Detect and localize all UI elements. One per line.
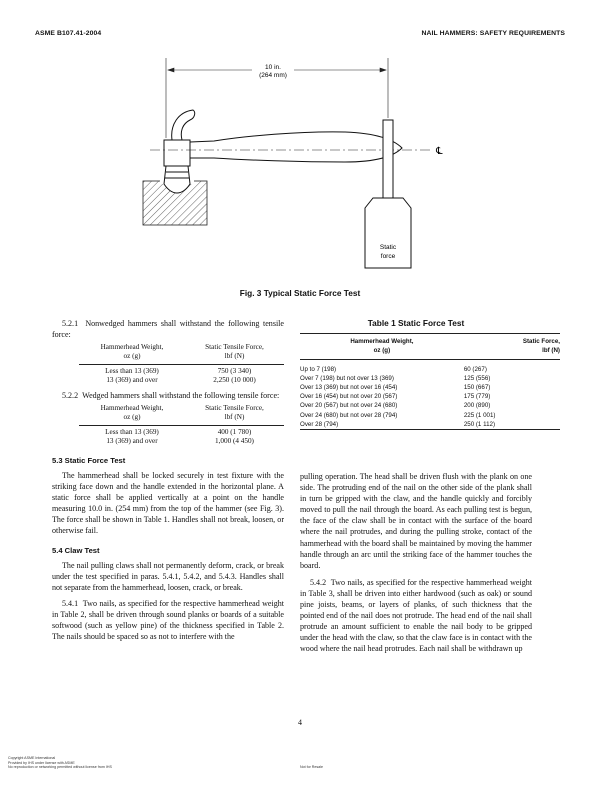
copyright-footer: Copyright ASME International Provided by IHS under license with ASME No reproduction or networking permitted without license from IHS [8,756,112,770]
hammer-handle [190,132,402,162]
dim-label-in: 10 in. [265,64,281,71]
table-cell: Less than 13 (369) [105,366,159,375]
tensile-table-wedged: Hammerhead Weight, oz (g) Static Tensile Force, lbf (N) Less than 13 (369) 400 (1 780) 13 (369) and over 1,000 (4 450) [79,404,284,446]
page-number: 4 [298,718,302,727]
centerline-symbol: ℄ [436,146,443,157]
table-cell: 60 (267) [463,365,487,373]
table-cell: Over 13 (369) but not over 16 (454) [300,383,398,391]
force-label: force [380,253,396,260]
static-label: Static [379,244,397,251]
table-cell: 13 (369) and over [106,436,158,445]
table-cell: Over 20 (567) but not over 24 (680) [300,402,398,410]
para-5-3: The hammerhead shall be locked securely in test fixture with the striking face down and the handle extended in the horizontal plane. A static force shall be applied vertically at a point on the handle measuring 10.0 in. (254 mm) from the top of the hammer (see Fig. 3). The force shall be shown in Table 1. Handles shall not break, loosen, or otherwise fail. [52,471,284,536]
table-cell: Over 7 (198) but not over 13 (369) [300,374,394,382]
table-cell: Less than 13 (369) [105,427,159,436]
table-cell: Over 16 (454) but not over 20 (567) [300,393,398,401]
not-for-resale-footer: Not for Resale [300,765,323,769]
para-5-4-2: 5.4.2 Two nails, as specified for the respective hammerhead weight in Table 3, shall be driven into either hardwood (such as oak) or sound pine joists, beams, or layers of planks, of such thickness that the pointed end of the nail does not protrude. The head end of the nail shall protrude an amount sufficient to enable the nail body to be gripped under the head with the claw, so that the claw face is in contact with the wood where the nail head protrudes. Each nail shall be withdrawn up [300,577,532,654]
table-cell: 2,250 (10 000) [213,375,256,384]
table-cell: 125 (556) [463,374,491,382]
right-column-text [300,471,532,655]
para-5-4: The nail pulling claws shall not permanently deform, crack, or break under the test specified in paras. 5.4.1, 5.4.2, and 5.4.3. Handles shall not separate from the hammerhead, loosen, crack, or break. [52,560,284,592]
running-header-left: ASME B107.41-2004 [35,30,102,37]
running-header-right: NAIL HAMMERS: SAFETY REQUIREMENTS [421,30,565,37]
figure-caption: Fig. 3 Typical Static Force Test [239,288,361,298]
table-cell: 150 (667) [463,383,491,391]
table-cell: 250 (1 112) [464,420,560,430]
para-5-4-1: 5.4.1 Two nails, as specified for the respective hammerhead weight in Table 2, shall be driven through sound planks or boards of a suitable softwood (such as yellow pine) of the thickness specified in Table 2. The nails should be spaced so as not to interfere with the [52,598,284,642]
tensile-table-nonwedged: Hammerhead Weight, oz (g) Static Tensile Force, lbf (N) Less than 13 (369) 750 (3 340) 13 (369) and over 2,250 (10 000) [79,343,284,385]
table-cell: 1,000 (4 450) [215,436,254,445]
table-cell: 200 (890) [463,402,491,410]
table-1-static-force: Hammerhead Weight, oz (g) Static Force, lbf (N) Up to 7 (198) 60 (267) Over 7 (198) but not over 13 (369) 125 (556) Over 13 (369) but not over 16 (454) 150 (667) Over 16 (454) but not over 20 (567) 175 (779) Over 20 (567) but not over 24 (680) 200 (890) Over 24 (680) but not over 28 (794) 225 (1 001) Over 28 (794) 250 (1 112) [300,333,560,430]
table-cell: 13 (369) and over [106,375,158,384]
table-cell: 225 (1 001) [463,411,496,419]
dim-label-mm: (264 mm) [259,72,287,79]
figure-3-static-force-diagram [0,0,600,300]
table-cell: 750 (3 340) [217,366,252,375]
table-cell: Over 24 (680) but not over 28 (794) [300,411,398,419]
table-cell: Over 28 (794) [300,420,464,430]
para-5-4-1-continued: pulling operation. The head shall be driven flush with the plank on one side. The protruding end of the nail on the other side of the plank shall in turn be gripped with the claw, and the handle quickly and forcibly moved to pull the nail through the board. As each pulling test is begun, the face of the claw shall be in contact with the surface of the board where the nail protrudes, and during the pulling stroke, contact of the hammerhead with the board shall be maintained by moving the hammer handle through an arc until the striking face of the hammer touches the board. [300,472,532,570]
para-5-2-1: 5.2.1 Nonwedged hammers shall withstand the following tensile force: [52,319,284,340]
table-cell: Up to 7 (198) [300,365,337,373]
para-5-2-2: 5.2.2 Wedged hammers shall withstand the following tensile force: [62,391,280,400]
table-cell: 175 (779) [463,393,491,401]
left-column [52,318,284,642]
right-column [300,318,560,430]
table-cell: 400 (1 780) [217,427,252,436]
heading-5-3: 5.3 Static Force Test [52,455,126,465]
table-1-title: Table 1 Static Force Test [367,318,465,328]
heading-5-4: 5.4 Claw Test [52,545,100,555]
